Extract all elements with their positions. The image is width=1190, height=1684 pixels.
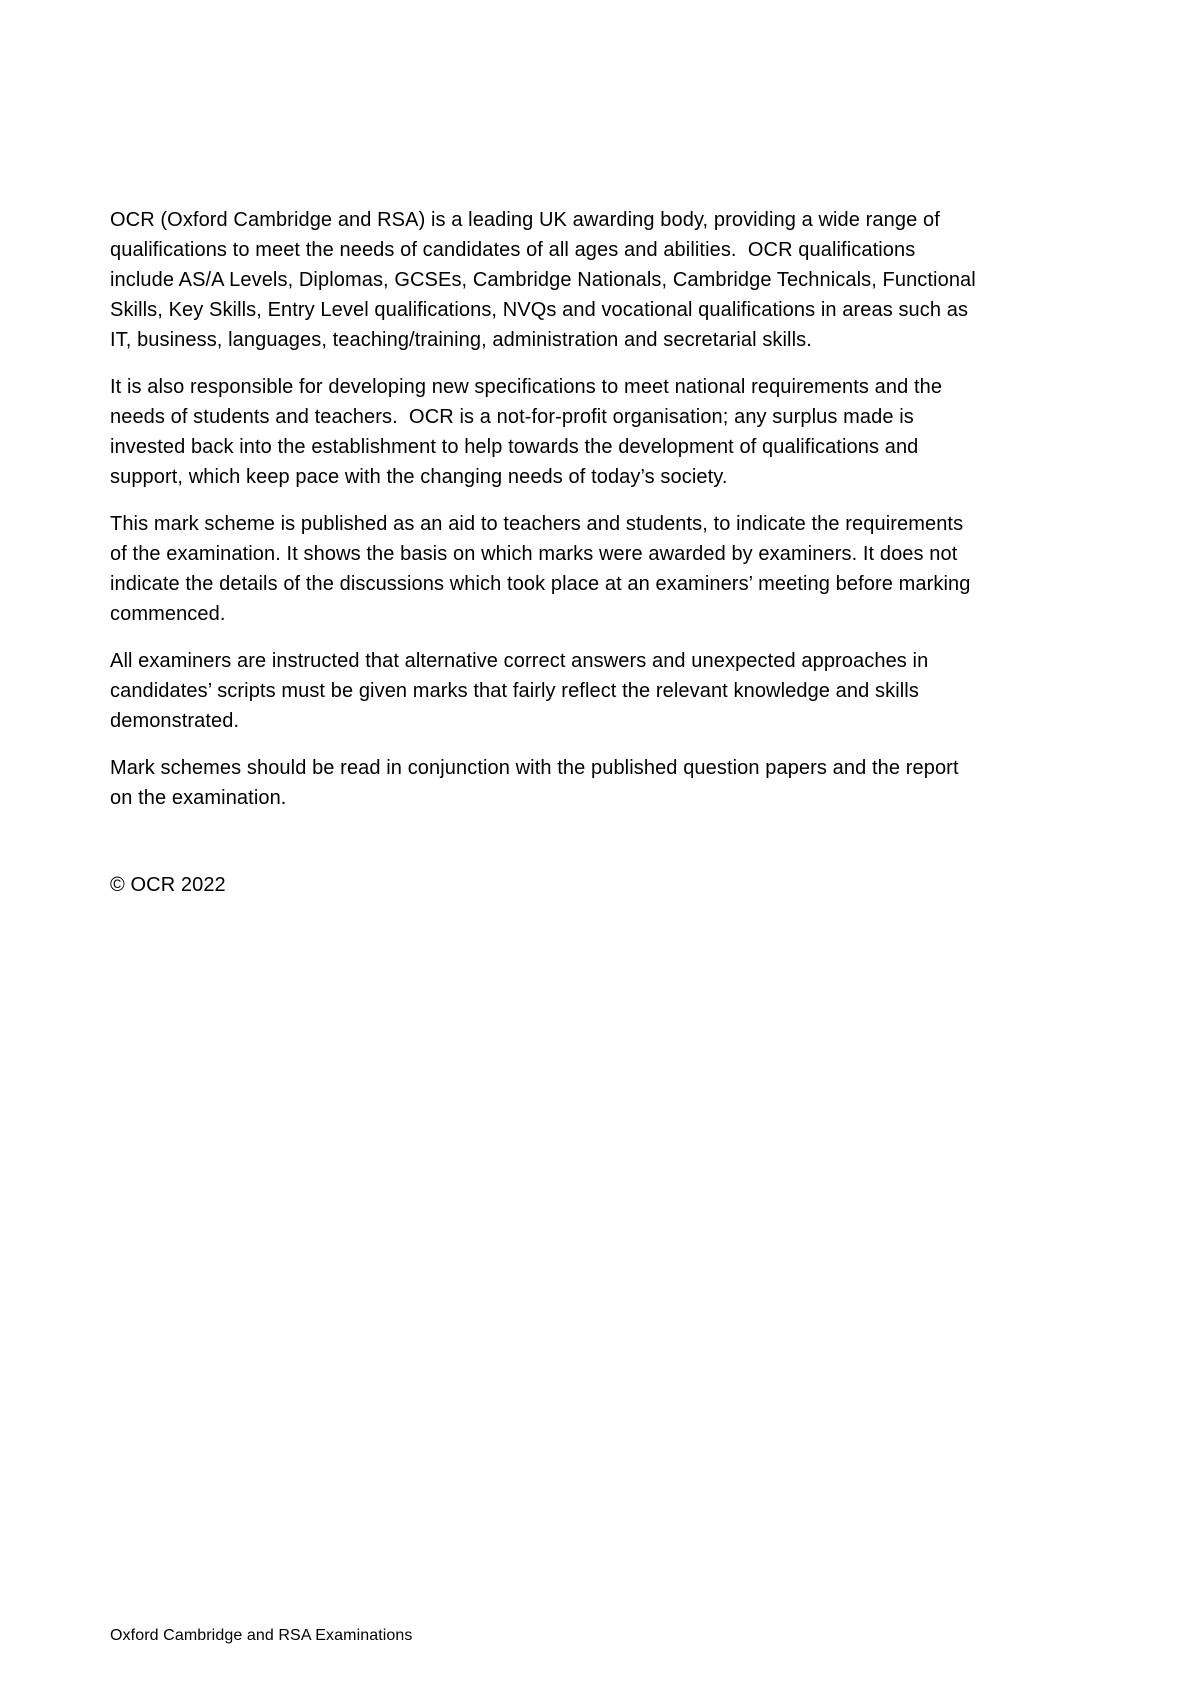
paragraph-mark-scheme-purpose: This mark scheme is published as an aid to teachers and students, to indicate the requirements of the examination. It shows the basis on which marks were awarded by examiners. It does not indicate the details of the discussions which took place at an examiners’ meeting before marking commenced.	[110, 513, 977, 625]
body-text-block	[110, 205, 982, 917]
paragraph-ocr-intro: OCR (Oxford Cambridge and RSA) is a leading UK awarding body, providing a wide range of qualifications to meet the needs of candidates of all ages and abilities. OCR qualifications include AS/A Levels, Diplomas, GCSEs, Cambridge Nationals, Cambridge Technicals, Functional Skills, Key Skills, Entry Level qualifications, NVQs and vocational qualifications in areas such as IT, business, languages, teaching/training, administration and secretarial skills.	[110, 209, 982, 351]
paragraph-read-in-conjunction: Mark schemes should be read in conjunction with the published question papers and the report on the examination.	[110, 757, 965, 809]
copyright-line: © OCR 2022	[110, 874, 226, 896]
footer-organisation-name: Oxford Cambridge and RSA Examinations	[110, 1627, 413, 1644]
paragraph-examiner-instructions: All examiners are instructed that alternative correct answers and unexpected approaches in candidates’ scripts must be given marks that fairly reflect the relevant knowledge and skills demonstrated.	[110, 650, 934, 732]
paragraph-responsibility: It is also responsible for developing new specifications to meet national requirements and the needs of students and teachers. OCR is a not-for-profit organisation; any surplus made is invested back into the establishment to help towards the development of qualifications and support, which keep pace with the changing needs of today’s society.	[110, 376, 948, 488]
